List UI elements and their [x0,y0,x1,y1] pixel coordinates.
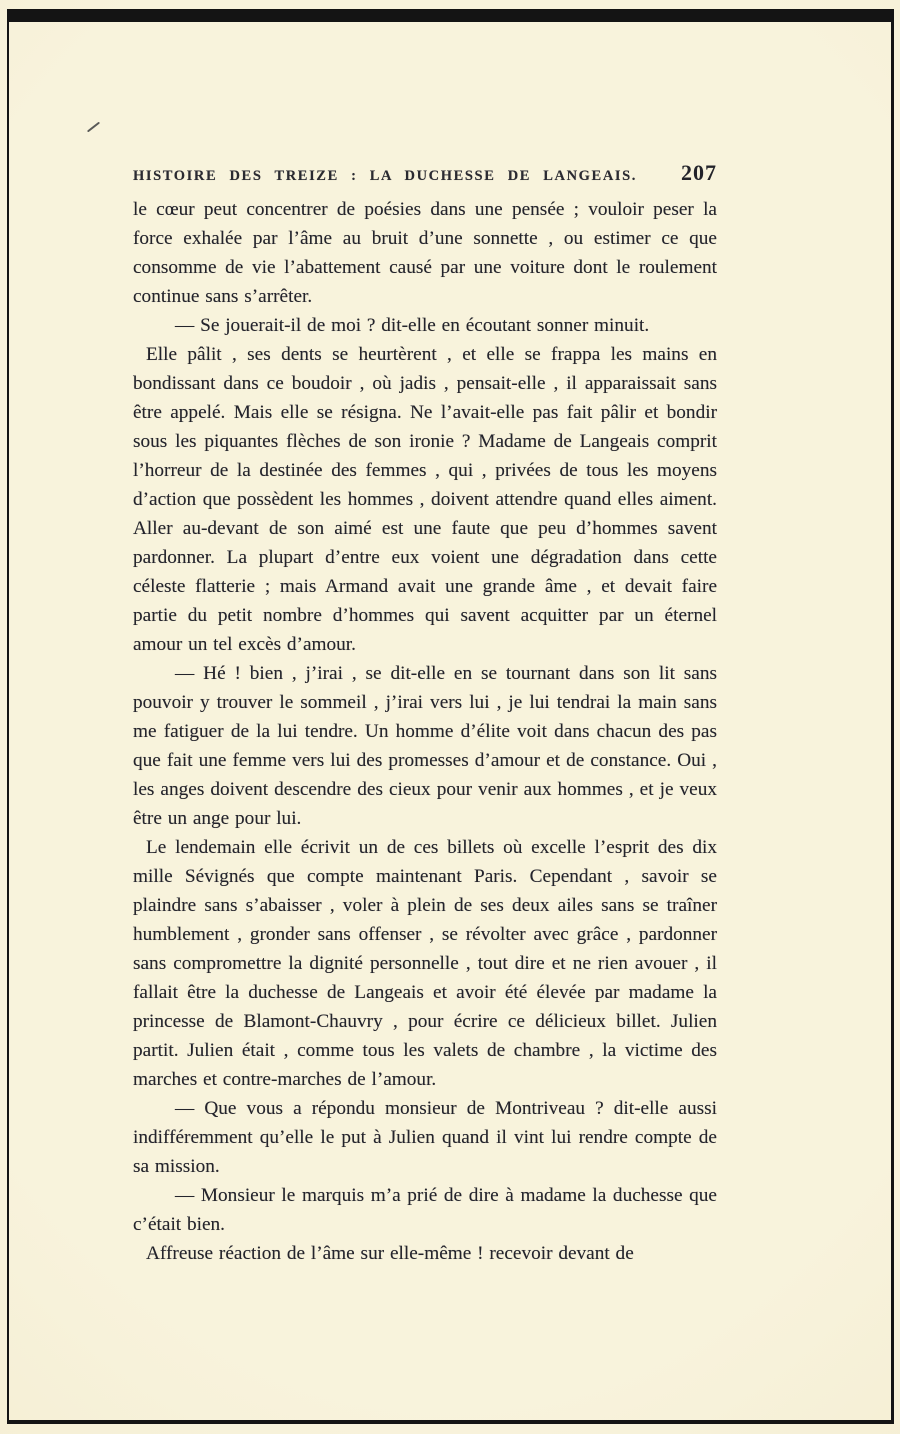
paragraph: — Hé ! bien , j’irai , se dit-elle en se tournant dans son lit sans pouvoir y trouver le sommeil , j’irai vers lui , je lui tendrai la main sans me fatiguer de la lui tendre. Un homme d’élite voit dans chacun des pas que fait une femme vers lui des promesses d’amour et de constance. Oui , les anges doivent descendre des cieux pour venir aux hommes , et je veux être un ange pour lui. [133,663,717,829]
paragraph: — Que vous a répondu monsieur de Montriveau ? dit-elle aussi indifféremment qu’elle le put à Julien quand il vint lui rendre compte de sa mission. [133,1098,717,1177]
running-title: HISTOIRE DES TREIZE : LA DUCHESSE DE LANGEAIS. [133,168,638,184]
body-text [133,195,717,1268]
paragraph: — Monsieur le marquis m’a prié de dire à madame la duchesse que c’était bien. [133,1185,717,1235]
paragraph: Le lendemain elle écrivit un de ces billets où excelle l’esprit des dix mille Sévignés que compte maintenant Paris. Cependant , savoir se plaindre sans s’abaisser , voler à plein de ses deux ailes sans se traîner humblement , gronder sans offenser , se révolter avec grâce , pardonner sans compromettre la dignité personnelle , tout dire et ne rien avouer , il fallait être la duchesse de Langeais et avoir été élevée par madame la princesse de Blamont-Chauvry , pour écrire ce délicieux billet. Julien partit. Julien était , comme tous les valets de chambre , la victime des marches et contre-marches de l’amour. [133,837,717,1090]
paragraph: — Se jouerait-il de moi ? dit-elle en écoutant sonner minuit. [175,315,650,336]
paragraph: Affreuse réaction de l’âme sur elle-même ! recevoir devant de [146,1243,634,1264]
paragraph: Elle pâlit , ses dents se heurtèrent , et elle se frappa les mains en bondissant dans ce boudoir , où jadis , pensait-elle , il apparaissait sans être appelé. Mais elle se résigna. Ne l’avait-elle pas fait pâlir et bondir sous les piquantes flèches de son ironie ? Madame de Langeais comprit l’horreur de la destinée des femmes , qui , privées de tous les moyens d’action que possèdent les hommes , doivent attendre quand elles aiment. Aller au-devant de son aimé est une faute que peu d’hommes savent pardonner. La plupart d’entre eux voient une dégradation dans cette céleste flatterie ; mais Armand avait une grande âme , et devait faire partie du petit nombre d’hommes qui savent acquitter par un éternel amour un tel excès d’amour. [133,344,717,655]
paragraph: le cœur peut concentrer de poésies dans une pensée ; vouloir peser la force exhalée par l’âme au bruit d’une sonnette , ou estimer ce que consomme de vie l’abattement causé par une voiture dont le roulement continue sans s’arrêter. [133,199,717,307]
pen-mark-artifact [87,122,100,133]
page-number: 207 [681,160,717,185]
page-header [133,160,717,186]
page-content [133,160,717,1268]
